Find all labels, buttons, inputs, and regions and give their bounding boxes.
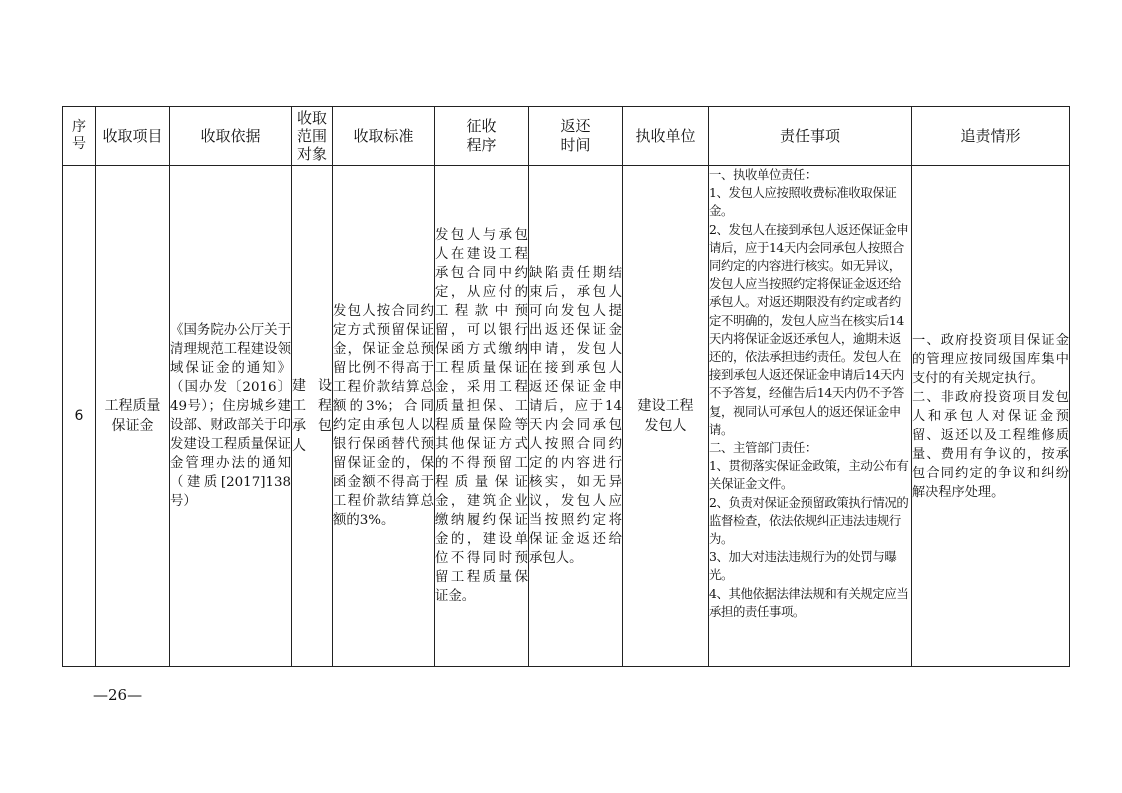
scope-char-7: 人: [292, 438, 306, 454]
header-item: 收取项目: [96, 107, 170, 166]
header-scope-line3: 对象: [296, 145, 327, 163]
scope-char-6: 包: [318, 418, 332, 434]
scope-char-2: 设: [318, 378, 332, 394]
header-scope: [292, 107, 333, 166]
acct-line: 二、非政府投资项目发包人和承包人对保证金预留、返还以及工程维修质量、费用有争议的，按承包合同约定的争议和纠纷解决程序处理。: [912, 389, 1069, 500]
cell-item-text: 工程质量保证金: [104, 398, 161, 434]
cell-accountability: [912, 166, 1070, 667]
resp-line: 1、发包人应按照收费标准收取保证金。: [709, 185, 897, 219]
scope-row-1: [292, 376, 332, 396]
table-row: [63, 166, 1070, 667]
page-number: —26—: [93, 686, 143, 704]
scope-row-3: [292, 416, 332, 436]
cell-seq: 6: [63, 166, 96, 667]
header-standard: 收取标准: [333, 107, 435, 166]
resp-line: 1、贯彻落实保证金政策，主动公布有关保证金文件。: [709, 458, 909, 492]
header-accountability: 追责情形: [912, 107, 1070, 166]
header-scope-line1: 收取: [296, 109, 327, 127]
header-return-time: [529, 107, 623, 166]
cell-procedure: 发包人与承包人在建设工程承包合同中约定，从应付的工程款中预留，可以银行保函方式缴纳工程质量保证金，采用工程质量担保、工程质量保险等其他保证方式的不得预留工程质量保证金，建筑企业缴纳履约保证金的，建设单位不得同时预留工程质量保证金。: [435, 166, 529, 667]
resp-line: 一、执收单位责任：: [709, 167, 817, 182]
cell-basis: 《国务院办公厅关于清理规范工程建设领域保证金的通知》（国办发〔2016〕49号）；住房城乡建设部、财政部关于印发建设工程质量保证金管理办法的通知（建质[2017]138号）: [170, 166, 292, 667]
cell-unit: [623, 166, 709, 667]
scope-row-2: [292, 396, 332, 416]
scope-char-4: 程: [318, 398, 332, 414]
header-procedure-line1: 征收: [466, 117, 497, 135]
cell-responsibility: [709, 166, 912, 667]
header-return-line2: 时间: [560, 136, 591, 154]
scope-row-4: [292, 436, 332, 456]
header-responsibility: 责任事项: [709, 107, 912, 166]
acct-line: 一、政府投资项目保证金的管理应按同级国库集中支付的有关规定执行。: [912, 332, 1069, 386]
cell-unit-text: 建设工程发包人: [637, 398, 694, 434]
header-seq: [63, 107, 96, 166]
header-seq-text: 序号: [72, 119, 86, 152]
scope-char-1: 建: [292, 378, 306, 394]
fee-table: [62, 106, 1070, 667]
resp-line: 2、发包人在接到承包人返还保证金申请后，应于14天内会同承包人按照合同约定的内容进行核实。如无异议，发包人应当按照约定将保证金返还给承包人。对返还期限没有约定或者约定不明确的，发包人应当在核实后14天内将保证金返还承包人，逾期未返还的，依法承担违约责任。发包人在接到承包人返还保证金申请后14天内不予答复，经催告后14天内仍不予答复，视同认可承包人的返还保证金申请。: [709, 221, 909, 437]
cell-item: [96, 166, 170, 667]
header-return-line1: 返还: [560, 117, 591, 135]
header-basis: 收取依据: [170, 107, 292, 166]
cell-return-time: 缺陷责任期结束后，承包人可向发包人提出返还保证金申请，发包人在接到承包人返还保证金申请后，应于14天内会同承包人按照合同约定的内容进行核实，如无异议，发包人应当按照约定将保证金返还给承包人。: [529, 166, 623, 667]
scope-char-5: 承: [292, 418, 306, 434]
resp-line: 4、其他依据法律法规和有关规定应当承担的责任事项。: [709, 585, 909, 619]
cell-scope: [292, 166, 333, 667]
header-procedure: [435, 107, 529, 166]
cell-standard: 发包人按合同约定方式预留保证金，保证金总预留比例不得高于工程价款结算总额的3%；合同约定由承包人以银行保函替代预留保证金的，保函金额不得高于工程价款结算总额的3%。: [333, 166, 435, 667]
resp-line: 3、加大对违法违规行为的处罚与曝光。: [709, 549, 897, 583]
header-scope-line2: 范围: [296, 127, 327, 145]
scope-char-3: 工: [292, 398, 306, 414]
resp-line: 二、主管部门责任：: [709, 440, 817, 456]
header-unit: 执收单位: [623, 107, 709, 166]
header-row: [63, 107, 1070, 166]
header-procedure-line2: 程序: [466, 136, 497, 154]
resp-line: 2、负责对保证金预留政策执行情况的监督检查，依法依规纠正违法违规行为。: [709, 494, 909, 547]
